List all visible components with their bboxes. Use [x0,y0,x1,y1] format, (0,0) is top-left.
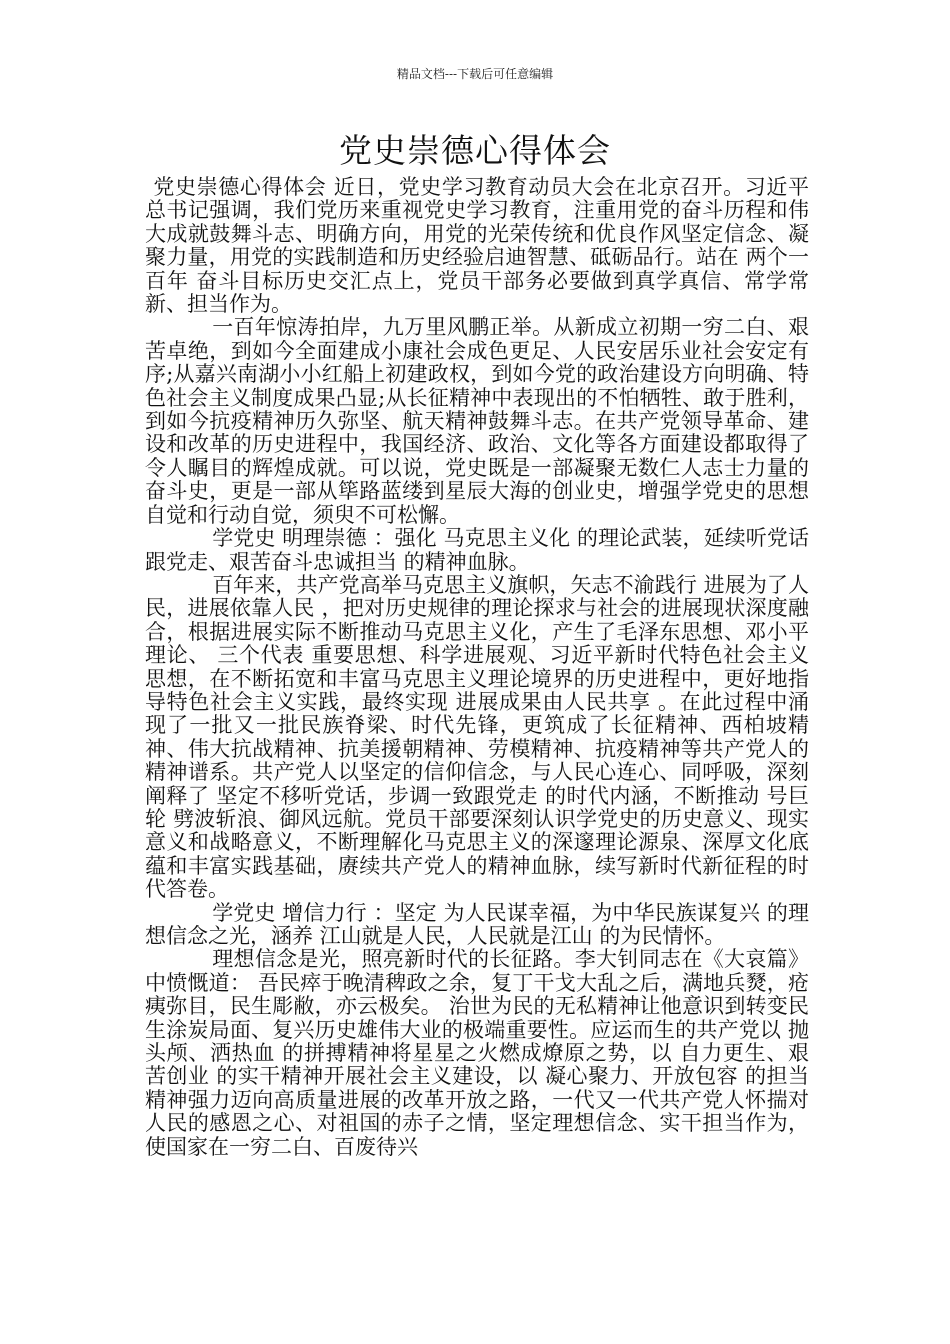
paragraph-heading-zengxin: 学党史 增信力行 ：坚定 为人民谋幸福，为中华民族谋复兴 的理想信念之光，涵养 江山就是人民，人民就是江山 的为民情怀。 [145,900,809,948]
paragraph-heading-mingli: 学党史 明理崇德 ：强化 马克思主义化 的理论武装，延续听党话跟党走、艰苦奋斗忠诚担当 的精神血脉。 [145,526,809,574]
paragraph-intro: 党史崇德心得体会 近日，党史学习教育动员大会在北京召开。习近平总书记强调，我们党历来重视党史学习教育，注重用党的奋斗历程和伟大成就鼓舞斗志、明确方向，用党的光荣传统和优良作风坚定信念、凝聚力量，用党的实践制造和历史经验启迪智慧、砥砺品行。站在 两个一百年 奋斗目标历史交汇点上，党员干部务必要做到真学真信、常学常新、担当作为。 [145,175,809,317]
document-title: 党史崇德心得体会 [339,131,611,170]
header-note: 精品文档---下载后可任意编辑 [396,67,554,81]
document-body [145,176,809,1159]
paragraph-marxism: 百年来，共产党高举马克思主义旗帜，矢志不渝践行 进展为了人民，进展依靠人民 ，把对历史规律的理论探求与社会的进展现状深度融合，根据进展实际不断推动马克思主义化，产生了毛泽东思想、邓小平理论、 三个代表 重要思想、科学进展观、习近平新时代特色社会主义思想，在不断拓宽和丰富马克思主义理论境界的历史进程中，更好地指导特色社会主义实践，最终实现 进展成果由人民共享 。在此过程中涌现了一批又一批民族脊梁、时代先锋，更筑成了长征精神、西柏坡精神、伟大抗战精神、抗美援朝精神、劳模精神、抗疫精神等共产党人的精神谱系。共产党人以坚定的信仰信念，与人民心连心、同呼吸，深刻阐释了 坚定不移听党话，步调一致跟党走 的时代内涵，不断推动 号巨轮 劈波斩浪、御风远航。党员干部要深刻认识学党史的历史意义、现实意义和战略意义，不断理解化马克思主义的深邃理论源泉、深厚文化底蕴和丰富实践基础，赓续共产党人的精神血脉，续写新时代新征程的时代答卷。 [145,572,809,902]
paragraph-history: 一百年惊涛拍岸，九万里风鹏正举。从新成立初期一穷二白、艰苦卓绝，到如今全面建成小康社会成色更足、人民安居乐业社会安定有序;从嘉兴南湖小小红船上初建政权，到如今党的政治建设方向明确、特色社会主义制度成果凸显;从长征精神中表现出的不怕牺牲、敢于胜利，到如今抗疫精神历久弥坚、航天精神鼓舞斗志。在共产党领导革命、建设和改革的历史进程中，我国经济、政治、文化等各方面建设都取得了令人瞩目的辉煌成就。可以说，党史既是一部凝聚无数仁人志士力量的奋斗史，更是一部从筚路蓝缕到星辰大海的创业史，增强学党史的思想自觉和行动自觉，须臾不可松懈。 [145,315,809,527]
paragraph-ideals: 理想信念是光，照亮新时代的长征路。李大钊同志在《大哀篇》中愤慨道： 吾民瘁于晚清稗政之余，复丁干戈大乱之后，满地兵燹，疮痍弥目，民生彫敝，亦云极矣。 治世为民的无私精神让他意识到转变民生涂炭局面、复兴历史雄伟大业的极端重要性。应运而生的共产党以 抛头颅、洒热血 的拼搏精神将星星之火燃成燎原之势，以 自力更生、艰苦创业 的实干精神开展社会主义建设，以 凝心聚力、开放包容 的担当精神强力迈向高质量进展的改革开放之路，一代又一代共产党人怀揣对人民的感恩之心、对祖国的赤子之情，坚定理想信念、实干担当作为，使国家在一穷二白、百废待兴 [145,947,809,1159]
